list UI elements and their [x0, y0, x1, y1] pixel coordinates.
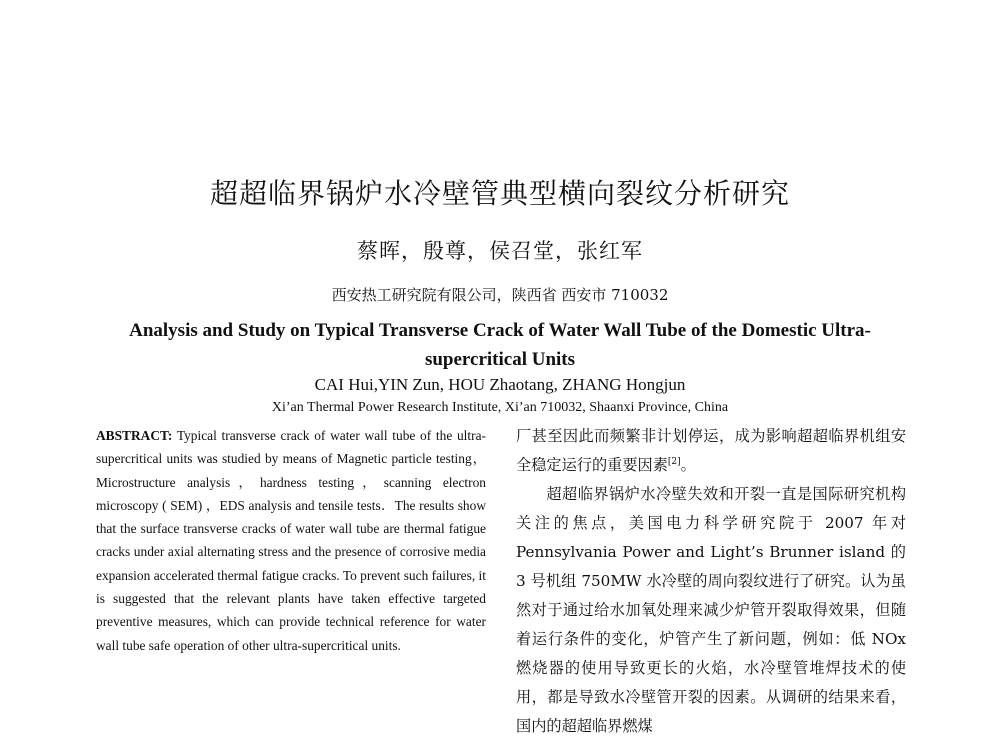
paper-title-chinese: 超超临界锅炉水冷壁管典型横向裂纹分析研究 — [209, 177, 790, 210]
body-text-column — [516, 422, 906, 741]
affiliation-chinese: 西安热工研究院有限公司，陕西省 西安市 710032 — [331, 286, 669, 304]
paper-title-english: Analysis and Study on Typical Transverse Crack of Water Wall Tube of the Domestic Ultra-supercritical Units — [129, 320, 871, 370]
affiliation-english: Xi’an Thermal Power Research Institute, Xi’an 710032, Shaanxi Province, China — [271, 400, 729, 415]
citation-ref: [2] — [667, 456, 681, 467]
body-paragraph-2: 超超临界锅炉水冷壁失效和开裂一直是国际研究机构关注的焦点，美国电力科学研究院于 2007 年对 Pennsylvania Power and Light’s Brunner island 的 3 号机组 750MW 水冷壁的周向裂纹进行了研究。认为虽然对于通过给水加氧处理来减少炉管开裂取得效果，但随着运行条件的变化，炉管产生了新问题，例如：低 NOx 燃烧器的使用导致更长的火焰，水冷壁管堆焊技术的使用，都是导致水冷壁管开裂的因素。从调研的结果来看，国内的超超临界燃煤 — [516, 485, 906, 735]
body-paragraph-1 — [516, 422, 906, 480]
abstract-block — [96, 424, 486, 657]
abstract-text: Typical transverse crack of water wall tube of the ultra-supercritical units was studied by means of Magnetic particle testing，Microstructure analysis，hardness testing，scanning electron microscopy ( SEM) ，EDS analysis and tensile tests．The results show that the surface transverse cracks of water wall tube are thermal fatigue cracks under axial alternating stress and the presence of corrosive media expansion accelerated thermal fatigue cracks. To prevent such failures, it is suggested that the relevant plants have taken effective targeted preventive measures, which can provide technical reference for water wall tube safe operation of other ultra-supercritical units. — [96, 428, 486, 653]
abstract-label: ABSTRACT: — [96, 428, 173, 443]
authors-english: CAI Hui,YIN Zun, HOU Zhaotang, ZHANG Hongjun — [314, 375, 686, 394]
body-paragraph-1-text: 厂甚至因此而频繁非计划停运，成为影响超超临界机组安全稳定运行的重要因素 — [516, 427, 906, 474]
authors-chinese: 蔡晖，殷尊，侯召堂，张红军 — [357, 239, 643, 263]
body-paragraph-1-end: 。 — [680, 456, 696, 474]
